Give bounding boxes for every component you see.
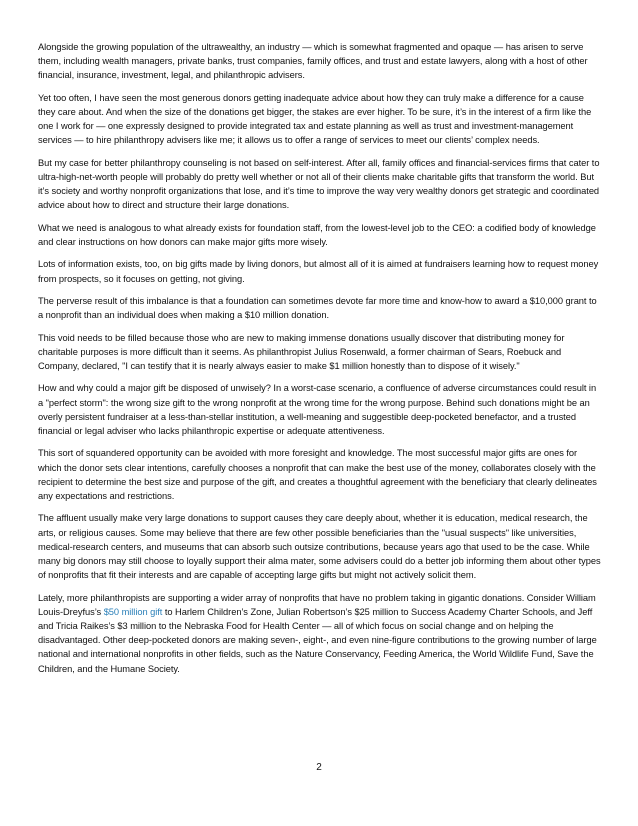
paragraph-inadequate-advice: Yet too often, I have seen the most generous donors getting inadequate advice about how they can truly make a difference for a cause they care about. And when the size of the donations get bigger, the stakes are ever higher. To be sure, it’s in the interest of a firm like the one I work for — one expressly designed to provide integrated tax and estate planning as well as trust and investment-management services — to hire philanthropy advisers like me; it allows us to offer a range of services to meet our clients’ complex needs.	[38, 92, 592, 146]
paragraph-information: Lots of information exists, too, on big gifts made by living donors, but almost all of it is aimed at fundraisers learning how to request money from prospects, so it focuses on getting, not giving.	[38, 259, 599, 284]
paragraph-industry: Alongside the growing population of the ultrawealthy, an industry — which is somewhat fragmented and opaque — has arisen to serve them, including wealth managers, private banks, trust companies, family offices, and trust and estate lawyers, along with a host of other financial, insurance, investment, legal, and philanthropic advisers.	[38, 42, 588, 81]
paragraph-perverse-result: The perverse result of this imbalance is that a foundation can sometimes devote far more time and know-how to award a $10,000 grant to a nonprofit than an individual does when making a $10 million donation.	[38, 295, 597, 321]
paragraph-squandered: This sort of squandered opportunity can be avoided with more foresight and knowledge. The most successful major gifts are ones for which the donor sets clear intentions, carefully chooses a nonprofit that can make the best use of the money, collaborates closely with the recipient to determine the best size and purpose of the gift, and creates a thoughtful agreement with the beneficiary that clearly delineates any expectations and restrictions.	[38, 448, 597, 501]
paragraph-lately	[38, 591, 603, 676]
document-body	[38, 40, 603, 684]
page-number: 2	[316, 762, 322, 773]
lately-text-after-link: to Harlem Children’s Zone, Julian Robertson’s $25 million to Success Academy Charter Schools, and Jeff and Tricia Raikes’s $3 million to the Nebraska Food for Health Center — all of which focus on social change and on helping the disadvantaged. Other deep-pocketed donors are making seven-, eight-, and even nine-figure contributions to the growing number of large national and international nonprofits in other fields, such as the Nature Conservancy, Feeding America, the World Wildlife Fund, Save the Children, and the Humane Society.	[38, 606, 597, 674]
gift-link[interactable]: $50 million gift	[103, 606, 163, 617]
lately-text-before-link: Lately, more philanthropists are supporting a wider array of nonprofits that have no problem taking in gigantic donations. Consider William Louis-Dreyfus’s	[38, 592, 596, 617]
paragraph-analogous: What we need is analogous to what already exists for foundation staff, from the lowest-level job to the CEO: a codified body of knowledge and clear instructions on how donors can make major gifts more wisely.	[38, 222, 596, 247]
paragraph-affluent: The affluent usually make very large donations to support causes they care deeply about, whether it is education, medical research, the arts, or religious causes. Some may believe that there are few other possible beneficiaries than the "usual suspects" like universities, medical-research centers, and museums that can absorb such outsize contributions, because years ago that used to be the case. While many big donors may still choose to loyally support their alma mater, some advisers could do a better job informing them about other types of nonprofits that fit their interests and are capable of accepting large gifts but might not actively solicit them.	[38, 513, 601, 581]
paragraph-void: This void needs to be filled because those who are new to making immense donations usually discover that distributing money for charitable purposes is more difficult than it seems. As philanthropist Julius Rosenwald, a former chairman of Sears, Roebuck and Company, declared, "I can testify that it is nearly always easier to make $1 million honestly than to dispose of it wisely."	[38, 332, 565, 371]
paragraph-self-interest: But my case for better philanthropy counseling is not based on self-interest. After all, family offices and financial-services firms that cater to ultra-high-net-worth people will probably do pretty well whether or not all of their clients make charitable gifts that transform the world. But it’s society and worthy nonprofit organizations that lose, and it’s time to improve the way very wealthy donors get strategic and coordinated advice about how to direct and structure their large donations.	[38, 157, 600, 211]
paragraph-unwisely: How and why could a major gift be disposed of unwisely? In a worst-case scenario, a confluence of adverse circumstances could result in a "perfect storm": the wrong size gift to the wrong nonprofit at the wrong time for the wrong purpose. Behind such donations might be an overly persistent fundraiser at a less-than-stellar institution, a well-meaning and suggestible deep-pocketed benefactor, and a trusted financial or legal adviser who lacks philanthropic expertise or adequate attentiveness.	[38, 383, 597, 436]
